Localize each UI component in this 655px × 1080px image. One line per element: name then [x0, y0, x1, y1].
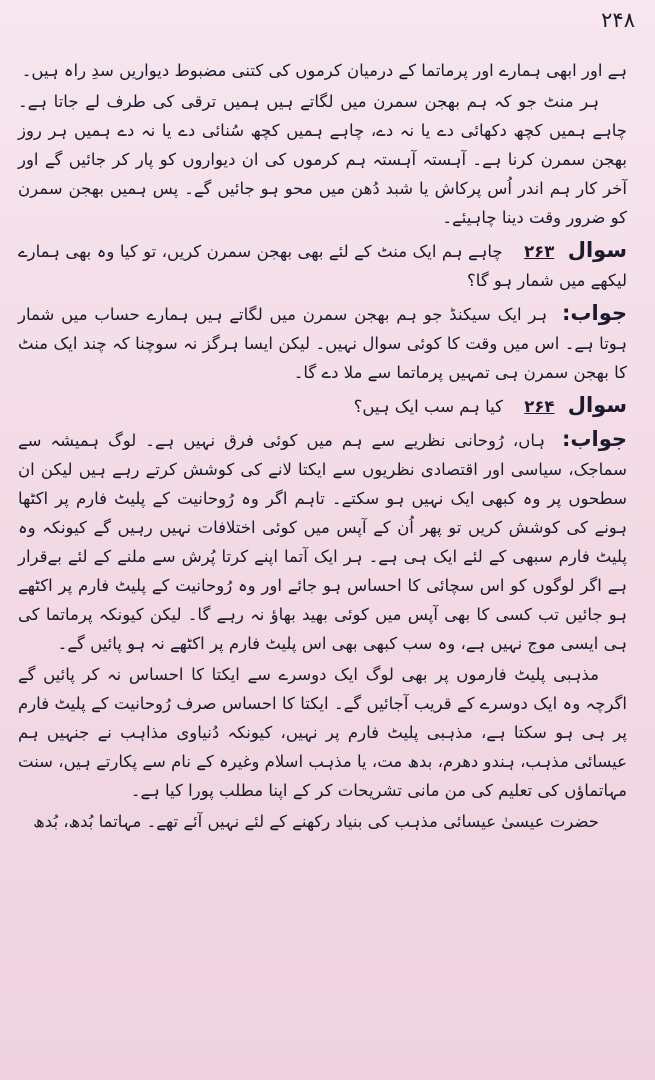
question-number: ۲۶۴ [524, 397, 555, 416]
question-paragraph [18, 391, 627, 421]
question-text: چاہے ہم ایک منٹ کے لئے بھی بھجن سمرن کریں، تو کیا وہ بھی ہمارے لیکھے میں شمار ہو گا؟ [18, 242, 627, 290]
question-paragraph [18, 236, 627, 295]
paragraph: حضرت عیسیٰ عیسائی مذہب کی بنیاد رکھنے کے لئے نہیں آئے تھے۔ مہاتما بُدھ، بُدھ [33, 812, 599, 831]
paragraph: ہر منٹ جو کہ ہم بھجن سمرن میں لگاتے ہیں ہمیں ترقی کی طرف لے جاتا ہے۔ چاہے ہمیں کچھ دکھائی دے یا نہ دے، چاہے ہمیں کچھ سُنائی دے یا نہ دے ہمیں ہر روز بھجن سمرن کرنا ہے۔ آہستہ آہستہ ہم کرموں کی ان دیواروں کو پار کر جائیں گے اور آخر کار ہم اندر اُس پرکاش یا شبد دُھن میں محو ہو جائیں گے۔ پس ہمیں بھجن سمرن کو ضرور وقت دینا چاہیئے۔ [18, 92, 627, 227]
question-label: سوال [567, 238, 628, 262]
paragraph: ہے اور ابھی ہمارے اور پرماتما کے درمیان کرموں کی کتنی مضبوط دیواریں سدِ راہ ہیں۔ [21, 61, 627, 80]
answer-paragraph [18, 425, 627, 658]
question-text: کیا ہم سب ایک ہیں؟ [353, 397, 504, 416]
question-label: سوال [567, 393, 627, 417]
paragraph: مذہبی پلیٹ فارموں پر بھی لوگ ایک دوسرے سے ایکتا کا احساس نہ کر پائیں گے اگرچہ وہ ایک دوسرے کے قریب آجائیں گے۔ ایکتا کا احساس صرف رُوحانیت کے پلیٹ فارم پر ہی ہو سکتا ہے، مذہبی پلیٹ فارم پر نہیں، کیونکہ دُنیاوی مذاہب نے جنہیں ہم عیسائی مذہب، ہندو دھرم، بدھ مت، یا مذہب اسلام وغیرہ کے نام سے پکارتے ہیں، سنت مہاتماؤں کی تعلیم کی من مانی تشریحات کر کے اپنا مطلب پورا کیا ہے۔ [18, 665, 627, 800]
answer-label: جواب: [562, 427, 627, 451]
answer-label: جواب: [562, 301, 628, 325]
page-body [18, 56, 627, 838]
page-number: ۲۴۸ [601, 8, 635, 32]
answer-text: ہر ایک سیکنڈ جو ہم بھجن سمرن میں لگاتے ہیں ہمارے حساب میں شمار ہوتا ہے۔ اس میں وقت کا کوئی سوال نہیں۔ لیکن ایسا ہرگز نہ سوچنا کہ چند ایک منٹ کا بھجن سمرن ہی تمہیں پرماتما سے ملا دے گا۔ [18, 305, 627, 382]
question-number: ۲۶۳ [524, 242, 555, 261]
answer-paragraph [18, 299, 627, 387]
answer-text: ہاں، رُوحانی نظریے سے ہم میں کوئی فرق نہیں ہے۔ لوگ ہمیشہ سے سماجک، سیاسی اور اقتصادی نظریوں سے ایکتا لانے کی کوشش کرتے رہے ہیں لیکن ان سطحوں پر وہ کبھی ایک نہیں ہو سکتے۔ تاہم اگر وہ رُوحانیت کے پلیٹ فارم پر اکٹھا ہونے کی کوشش کریں تو پھر اُن کے آپس میں کوئی اختلافات نہیں رہیں گے کیونکہ وہ پلیٹ فارم سبھی کے لئے ایک ہی ہے۔ ہر ایک آتما اپنے کرتا پُرش سے ملنے کے لئے بےقرار ہے اگر لوگوں کو اس سچائی کا احساس ہو جائے اور وہ رُوحانیت کے پلیٹ فارم پر اکٹھے ہو جائیں تب کسی کا بھی آپس میں کوئی بھید بھاؤ نہ رہے گا۔ لیکن کیونکہ پرماتما کی ہی ایسی موج نہیں ہے، وہ سب کبھی بھی اس پلیٹ فارم پر اکٹھے نہ ہو پائیں گے۔ [18, 431, 627, 653]
